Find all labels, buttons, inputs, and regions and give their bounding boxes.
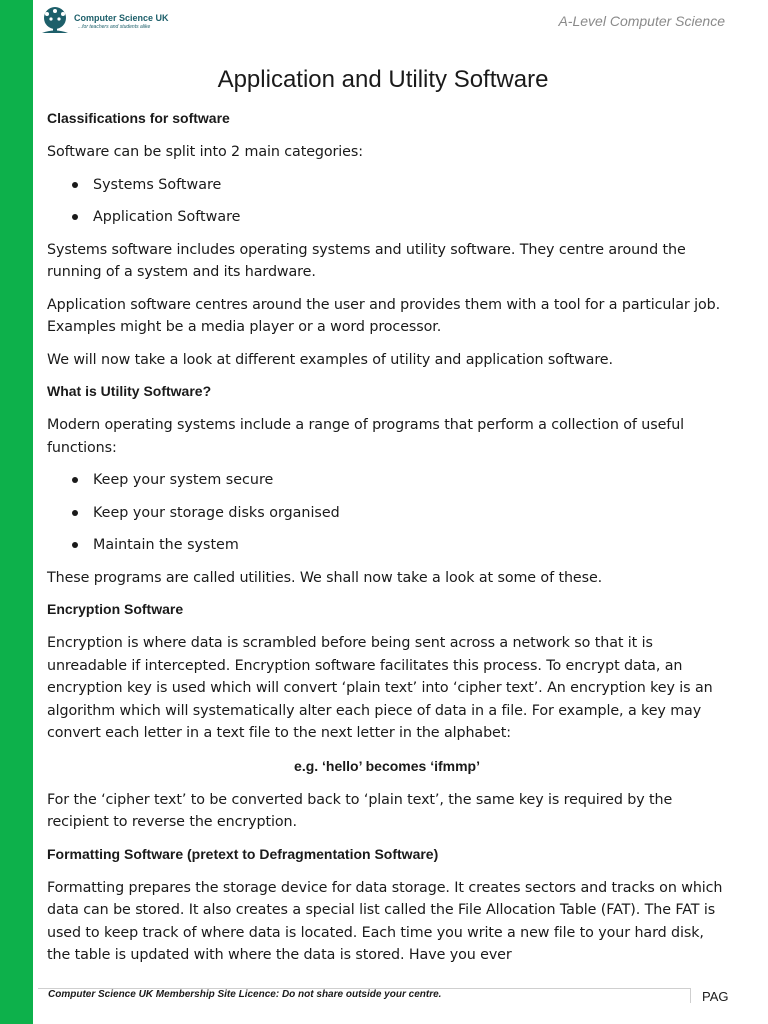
example-line: e.g. ‘hello’ becomes ‘ifmmp’ (294, 757, 480, 774)
bullet-list (47, 469, 727, 557)
paragraph: These programs are called utilities. We shall now take a look at some of these. (47, 569, 603, 586)
list-item: Keep your system secure (47, 469, 727, 492)
heading-utility: What is Utility Software? (47, 383, 212, 399)
document-body (47, 108, 727, 977)
page-title: Application and Utility Software (217, 66, 549, 93)
page-number-label: PAG (702, 989, 729, 1004)
paragraph: Encryption is where data is scrambled before being sent across a network so that it is unreadable if intercepted. Encryption software facilitates this process. To encrypt data, an encryption key is used which will convert ‘plain text’ into ‘cipher text’. An encryption key is an algorithm which will systematically alter each piece of data in a file. For example, a key may convert each letter in a text file to the next letter in the alphabet: (47, 635, 713, 741)
tree-logo-icon (38, 6, 72, 36)
paragraph: Application software centres around the user and provides them with a tool for a particular job. Examples might be a media player or a word processor. (47, 296, 721, 335)
heading-classifications: Classifications for software (47, 110, 230, 126)
paragraph: Systems software includes operating systems and utility software. They centre around the running of a system and its hardware. (47, 241, 686, 280)
heading-formatting: Formatting Software (pretext to Defragmentation Software) (47, 845, 439, 862)
heading-encryption: Encryption Software (47, 601, 184, 617)
paragraph: Formatting prepares the storage device for data storage. It creates sectors and tracks on which data can be stored. It also creates a special list called the File Allocation Table (FAT). The FAT is used to keep track of where data is located. Each time you write a new file to your hard disk, the table is updated with where the data is stored. Have you ever (47, 879, 723, 963)
list-item: Maintain the system (47, 534, 727, 557)
green-side-bar (0, 0, 33, 1024)
course-label: A-Level Computer Science (558, 13, 725, 29)
paragraph: Software can be split into 2 main categories: (47, 144, 363, 160)
paragraph: We will now take a look at different examples of utility and application software. (47, 351, 613, 368)
list-item: Keep your storage disks organised (47, 502, 727, 525)
list-item: Systems Software (47, 174, 727, 197)
footer-licence: Computer Science UK Membership Site Licence: Do not share outside your centre. (48, 989, 442, 1000)
paragraph: For the ‘cipher text’ to be converted back to ‘plain text’, the same key is required by the recipient to reverse the encryption. (47, 791, 673, 830)
bullet-list (47, 174, 727, 229)
list-item: Application Software (47, 206, 727, 229)
logo (38, 6, 238, 38)
logo-name: Computer Science UK (74, 13, 169, 23)
logo-tagline: ...for teachers and students alike (78, 24, 151, 30)
paragraph: Modern operating systems include a range of programs that perform a collection of useful functions: (47, 417, 685, 456)
